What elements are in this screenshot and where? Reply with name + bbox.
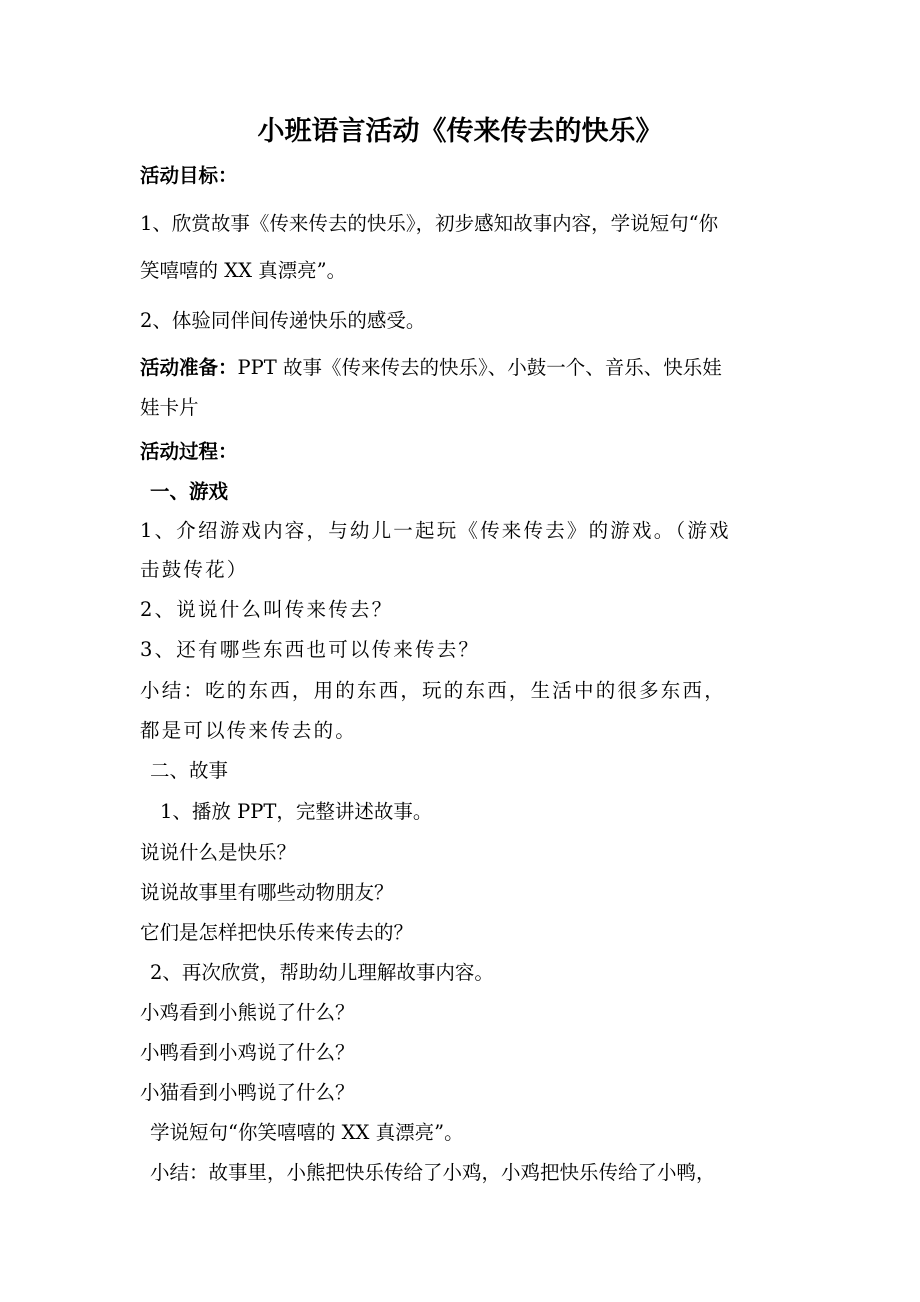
story-question-4: 小鸡看到小熊说了什么？ — [140, 1001, 355, 1024]
goal-item-2: 2、体验同伴间传递快乐的感受。 — [140, 309, 426, 332]
story-question-5: 小鸭看到小鸡说了什么？ — [140, 1041, 355, 1064]
game-summary-line-2: 都是可以传来传去的。 — [140, 719, 358, 742]
preparation-text: PPT 故事《传来传去的快乐》、小鼓一个、音乐、快乐娃 — [237, 356, 722, 379]
story-question-1: 说说什么是快乐？ — [140, 841, 297, 864]
story-item-2: 2、再次欣赏，帮助幼儿理解故事内容。 — [150, 961, 494, 984]
goal-item-1-line-1: 1、欣赏故事《传来传去的快乐》，初步感知故事内容，学说短句“你 — [140, 212, 719, 235]
preparation-line-1 — [140, 353, 722, 383]
game-item-3: 3、还有哪些东西也可以传来传去？ — [140, 638, 481, 661]
goals-heading: 活动目标： — [140, 164, 238, 187]
game-summary-line-1: 小结：吃的东西，用的东西，玩的东西，生活中的很多东西， — [140, 679, 726, 702]
story-question-2: 说说故事里有哪些动物朋友？ — [140, 881, 394, 904]
preparation-label: 活动准备： — [140, 356, 238, 379]
game-item-1-line-1: 1、介绍游戏内容，与幼儿一起玩《传来传去》的游戏。（游戏 — [140, 519, 731, 542]
story-summary: 小结：故事里，小熊把快乐传给了小鸡，小鸡把快乐传给了小鸭， — [150, 1161, 716, 1184]
story-practice-sentence: 学说短句“你笑嘻嘻的 XX 真漂亮”。 — [150, 1121, 464, 1144]
preparation-line-2: 娃卡片 — [140, 396, 199, 419]
document-title: 小班语言活动《传来传去的快乐》 — [257, 116, 663, 147]
goal-item-1-line-2: 笑嘻嘻的 XX 真漂亮”。 — [140, 259, 347, 282]
game-item-2: 2、说说什么叫传来传去？ — [140, 598, 394, 621]
game-item-1-line-2: 击鼓传花） — [140, 558, 249, 581]
game-section-heading: 一、游戏 — [150, 480, 229, 503]
process-heading: 活动过程： — [140, 440, 238, 463]
story-question-6: 小猫看到小鸭说了什么？ — [140, 1081, 355, 1104]
story-question-3: 它们是怎样把快乐传来传去的？ — [140, 921, 414, 944]
story-section-heading: 二、故事 — [150, 759, 229, 782]
story-item-1: 1、播放 PPT，完整讲述故事。 — [160, 800, 433, 823]
